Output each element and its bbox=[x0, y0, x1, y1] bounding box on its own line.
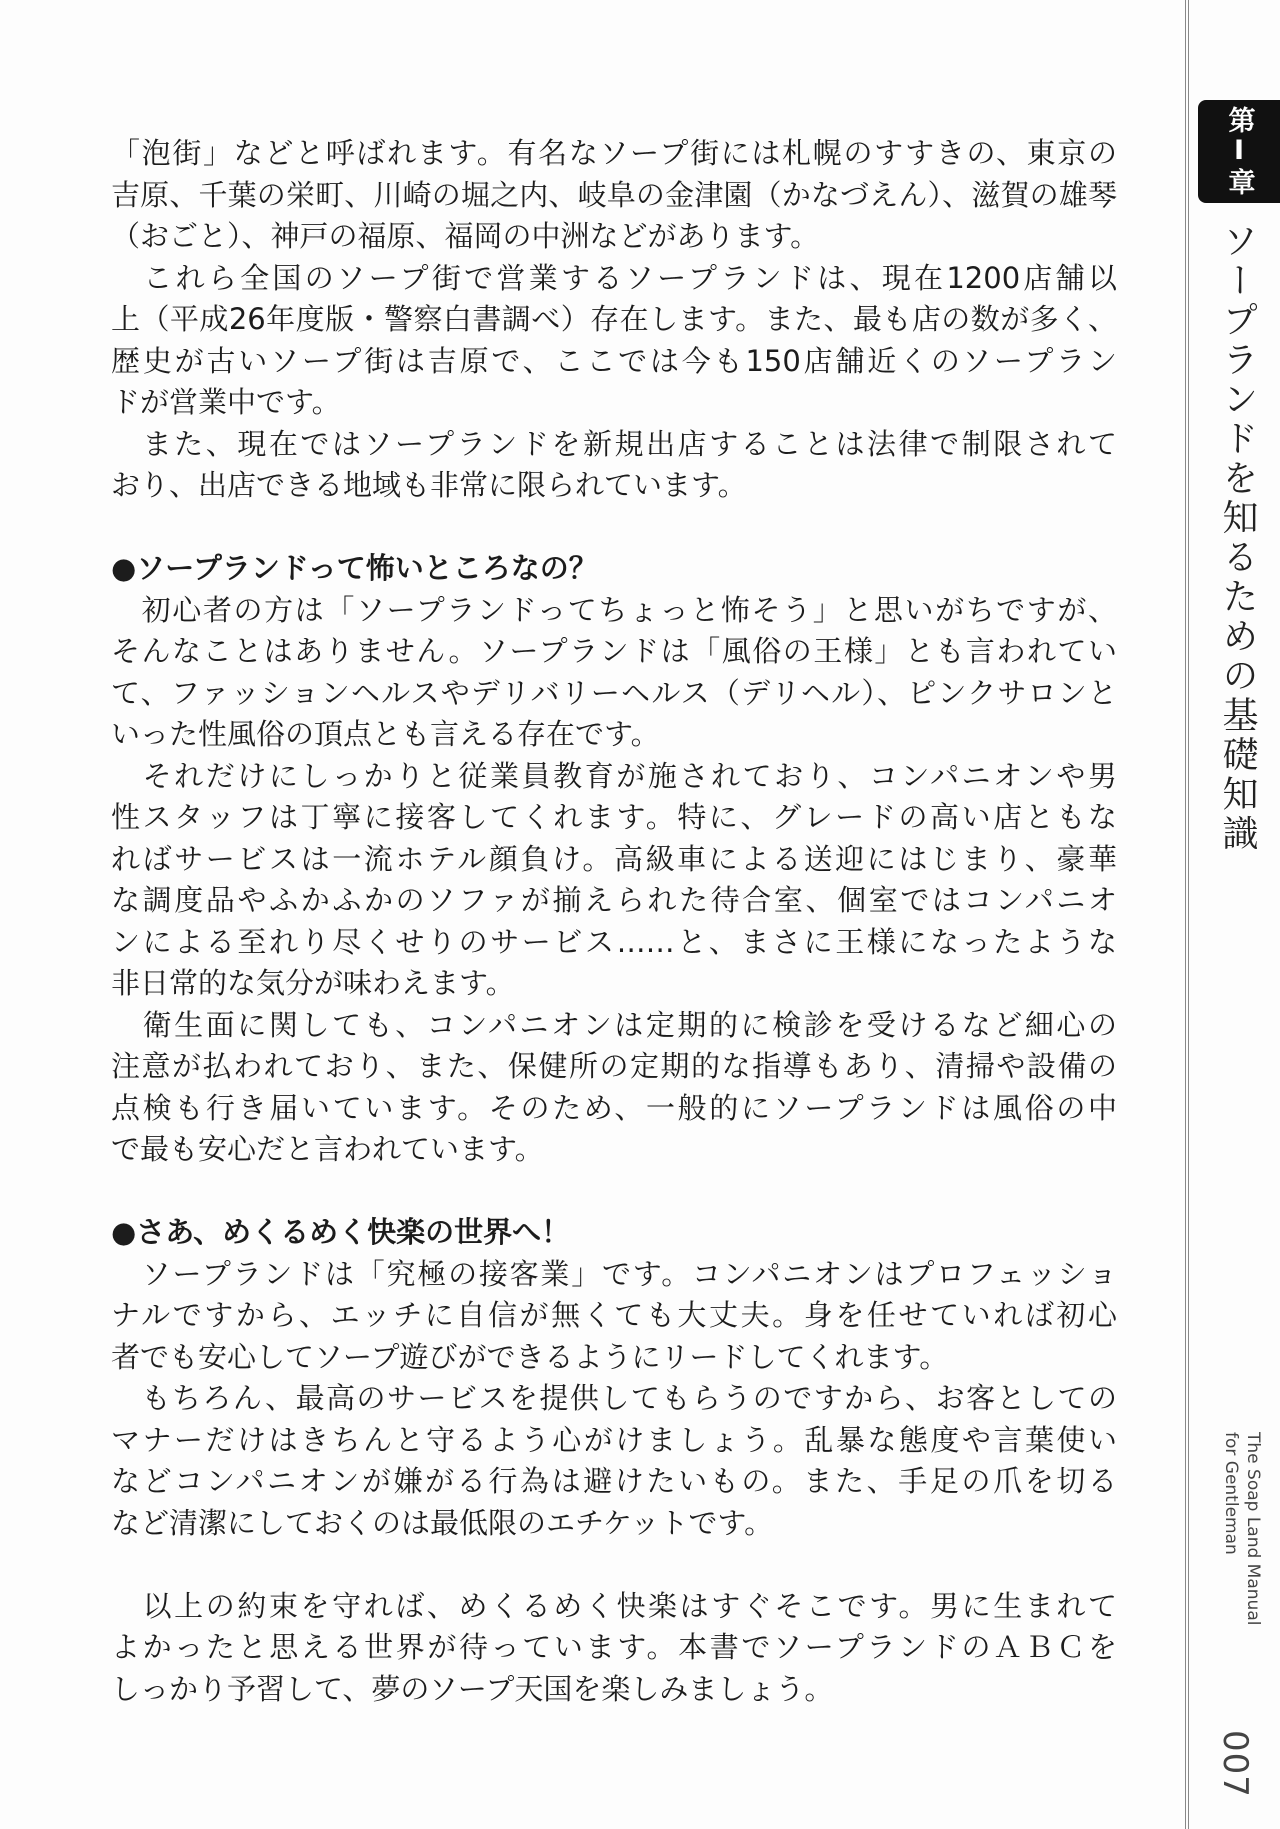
text-line: これら全国のソープ街で営業するソープランドは、現在1200店舗以 bbox=[111, 260, 1117, 295]
text-line: 初心者の方は「ソープランドってちょっと怖そう」と思いがちですが、 bbox=[111, 592, 1117, 627]
text-line: （おごと）、神戸の福原、福岡の中洲などがあります。 bbox=[111, 219, 820, 253]
text-line: それだけにしっかりと従業員教育が施されており、コンパニオンや男 bbox=[111, 758, 1117, 793]
margin-divider-line bbox=[1188, 0, 1189, 1829]
text-line: おり、出店できる地域も非常に限られています。 bbox=[111, 468, 747, 502]
text-line: 注意が払われており、また、保健所の定期的な指導もあり、清掃や設備の bbox=[111, 1049, 1117, 1083]
book-title bbox=[1208, 1432, 1268, 1626]
text-line: 者でも安心してソープ遊びができるようにリードしてくれます。 bbox=[111, 1339, 949, 1374]
text-line: 性スタッフは丁寧に接客してくれます。特に、グレードの高い店ともな bbox=[111, 800, 1117, 834]
section-heading: ●さあ、めくるめく快楽の世界へ！ bbox=[111, 1215, 571, 1249]
text-line: 歴史が古いソープ街は吉原で、ここでは今も150店舗近くのソープラン bbox=[111, 343, 1117, 378]
text-line: 衛生面に関しても、コンパニオンは定期的に検診を受けるなど細心の bbox=[111, 1007, 1117, 1042]
book-title-line: The Soap Land Manual bbox=[1243, 1432, 1263, 1626]
text-line: て、ファッションヘルスやデリバリーヘルス（デリヘル）、ピンクサロンと bbox=[111, 675, 1117, 710]
text-line: 非日常的な気分が味わえます。 bbox=[111, 966, 515, 1000]
text-line: ナルですから、エッチに自信が無くても大丈夫。身を任せていれば初心 bbox=[111, 1298, 1117, 1332]
text-line: いった性風俗の頂点とも言える存在です。 bbox=[111, 717, 660, 751]
blank-line bbox=[111, 1171, 1117, 1213]
text-line: マナーだけはきちんと守るよう心がけましょう。乱暴な態度や言葉使い bbox=[111, 1422, 1117, 1457]
book-title-line: for Gentleman bbox=[1221, 1432, 1241, 1555]
margin-divider-line bbox=[1185, 0, 1186, 1829]
text-line: で最も安心だと言われています。 bbox=[111, 1132, 544, 1166]
text-line: 吉原、千葉の栄町、川崎の堀之内、岐阜の金津園（かなづえん）、滋賀の雄琴 bbox=[111, 177, 1117, 212]
text-line: ればサービスは一流ホテル顔負け。高級車による送迎にはじまり、豪華 bbox=[111, 841, 1117, 876]
page-number bbox=[1215, 1730, 1255, 1800]
text-line: 「泡街」などと呼ばれます。有名なソープ街には札幌のすすきの、東京の bbox=[111, 136, 1117, 170]
text-line: また、現在ではソープランドを新規出店することは法律で制限されて bbox=[111, 426, 1117, 461]
text-line: 上（平成26年度版・警察白書調べ）存在します。また、最も店の数が多く、 bbox=[111, 302, 1117, 336]
text-line: など清潔にしておくのは最低限のエチケットです。 bbox=[111, 1505, 774, 1540]
text-line: そんなことはありません。ソープランドは「風俗の王様」とも言われてい bbox=[111, 634, 1117, 668]
chapter-label: 第Ⅰ章 bbox=[1223, 106, 1255, 197]
page-number-text: 007 bbox=[1215, 1730, 1255, 1798]
blank-line bbox=[111, 1544, 1117, 1586]
text-line: よかったと思える世界が待っています。本書でソープランドのＡＢＣを bbox=[111, 1630, 1117, 1664]
section-heading: ●ソープランドって怖いところなの？ bbox=[111, 551, 598, 585]
text-line: もちろん、最高のサービスを提供してもらうのですから、お客としての bbox=[111, 1381, 1117, 1415]
chapter-title: ソープランドを知るための基礎知識 bbox=[1217, 222, 1258, 854]
blank-line bbox=[111, 507, 1117, 549]
text-line: ンによる至れり尽くせりのサービス……と、まさに王様になったような bbox=[111, 924, 1117, 959]
text-line: などコンパニオンが嫌がる行為は避けたいもの。また、手足の爪を切る bbox=[111, 1464, 1117, 1498]
text-line: な調度品やふかふかのソファが揃えられた待合室、個室ではコンパニオ bbox=[111, 883, 1117, 917]
chapter-tab bbox=[1198, 100, 1280, 203]
text-line: 以上の約束を守れば、めくるめく快楽はすぐそこです。男に生まれて bbox=[111, 1588, 1117, 1623]
text-line: ソープランドは「究極の接客業」です。コンパニオンはプロフェッショ bbox=[111, 1256, 1117, 1291]
body-text bbox=[111, 133, 1117, 1710]
text-line: 点検も行き届いています。そのため、一般的にソープランドは風俗の中 bbox=[111, 1090, 1117, 1125]
text-line: しっかり予習して、夢のソープ天国を楽しみましょう。 bbox=[111, 1671, 834, 1706]
text-line: ドが営業中です。 bbox=[111, 385, 341, 419]
